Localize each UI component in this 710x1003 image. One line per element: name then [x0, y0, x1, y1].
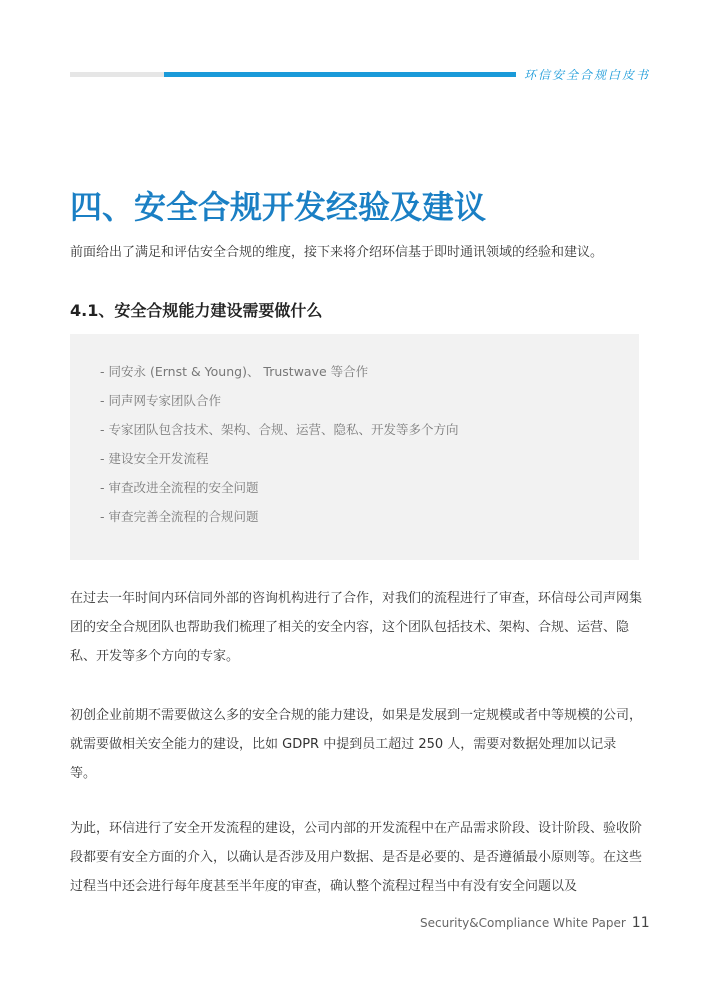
list-item: - 专家团队包含技术、架构、合规、运营、隐私、开发等多个方向	[100, 422, 459, 437]
body-paragraph: 初创企业前期不需要做这么多的安全合规的能力建设，如果是发展到一定规模或者中等规模的公司，就需要做相关安全能力的建设，比如 GDPR 中提到员工超过 250 人，需要对数据处理加以记录等。	[70, 708, 643, 781]
running-header-title: 环信安全合规白皮书	[524, 68, 651, 82]
list-item: - 同声网专家团队合作	[100, 393, 221, 408]
body-paragraph: 为此，环信进行了安全开发流程的建设，公司内部的开发流程中在产品需求阶段、设计阶段、验收阶段都要有安全方面的介入，以确认是否涉及用户数据、是否是必要的、是否遵循最小原则等。在这些过程当中还会进行每年度甚至半年度的审查，确认整个流程过程当中有没有安全问题以及	[70, 821, 643, 894]
section-heading: 4.1、安全合规能力建设需要做什么	[70, 301, 323, 320]
page-number: 11	[631, 915, 650, 931]
body-paragraph: 在过去一年时间内环信同外部的咨询机构进行了合作，对我们的流程进行了审查，环信母公司声网集团的安全合规团队也帮助我们梳理了相关的安全内容，这个团队包括技术、架构、合规、运营、隐私、开发等多个方向的专家。	[70, 591, 643, 664]
header-divider-blue	[164, 72, 516, 77]
list-item: - 审查完善全流程的合规问题	[100, 509, 259, 524]
chapter-intro: 前面给出了满足和评估安全合规的维度，接下来将介绍环信基于即时通讯领域的经验和建议。	[70, 245, 604, 260]
list-item: - 建设安全开发流程	[100, 451, 209, 466]
summary-box	[70, 334, 639, 560]
footer-text: Security&Compliance White Paper	[420, 916, 626, 930]
header-divider	[70, 72, 516, 77]
list-item: - 同安永 (Ernst & Young)、 Trustwave 等合作	[100, 364, 369, 379]
chapter-title: 四、安全合规开发经验及建议	[70, 188, 487, 226]
header-divider-grey	[70, 72, 164, 77]
list-item: - 审查改进全流程的安全问题	[100, 480, 259, 495]
page-footer	[420, 915, 650, 931]
summary-list	[100, 362, 639, 536]
